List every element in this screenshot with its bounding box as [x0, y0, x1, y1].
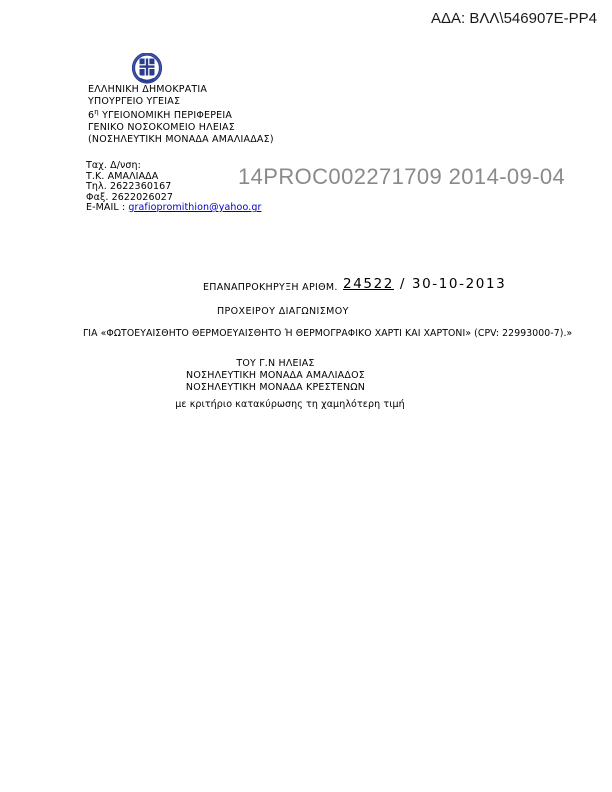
agency-republic: ΕΛΛΗΝΙΚΗ ΔΗΜΟΚΡΑΤΙΑ	[88, 84, 208, 95]
tender-heading-label: ΕΠΑΝΑΠΡΟΚΗΡΥΞΗ ΑΡΙΘΜ.	[203, 282, 338, 293]
contact-postal: Τ.Κ. ΑΜΑΛΙΑΔΑ	[86, 170, 159, 182]
tender-number-date	[343, 276, 506, 292]
contact-address-label: Ταχ. Δ/νση:	[86, 160, 141, 171]
agency-header	[88, 84, 274, 146]
email-label: E-MAIL :	[86, 202, 129, 213]
tender-unit2: ΝΟΣΗΛΕΥΤΙΚΗ ΜΟΝΑΔΑ ΚΡΕΣΤΕΝΩΝ	[185, 382, 366, 393]
contact-info	[86, 161, 261, 214]
agency-unit: (ΝΟΣΗΛΕΥΤΙΚΗ ΜΟΝΑΔΑ ΑΜΑΛΙΑΔΑΣ)	[88, 133, 274, 145]
tender-number: 24522	[343, 276, 394, 292]
agency-ministry: ΥΠΟΥΡΓΕΙΟ ΥΓΕΙΑΣ	[88, 95, 181, 107]
procurement-watermark: 14PROC002271709 2014-09-04	[238, 164, 566, 189]
contact-phone: Τηλ. 2622360167	[86, 181, 172, 192]
contact-fax: Φαξ. 2622026027	[86, 191, 174, 203]
ada-code: ΑΔΑ: ΒΛΛ\546907Ε-ΡΡ4	[431, 10, 597, 27]
tender-org: ΤΟΥ Γ.Ν ΗΛΕΙΑΣ	[236, 358, 315, 369]
tender-subject: ΓΙΑ «ΦΩΤΟΕΥΑΙΣΘΗΤΟ ΘΕΡΜΟΕΥΑΙΣΘΗΤΟ Ή ΘΕΡΜΟΓΡΑΦΙΚΟ ΧΑΡΤΙ ΚΑΙ ΧΑΡΤΟΝΙ» (CPV: 22993000-7).»	[83, 328, 573, 339]
agency-hospital: ΓΕΝΙΚΟ ΝΟΣΟΚΟΜΕΙΟ ΗΛΕΙΑΣ	[88, 122, 235, 134]
tender-org-block	[110, 358, 441, 394]
tender-criterion: με κριτήριο κατακύρωσης τη χαμηλότερη τιμή	[175, 399, 405, 410]
tender-date: / 30-10-2013	[393, 276, 507, 292]
contact-email-row	[86, 203, 261, 214]
email-link[interactable]: grafiopromithion@yahoo.gr	[128, 202, 262, 213]
greek-coat-of-arms-icon	[131, 53, 163, 85]
agency-region: $6^\eta$ ΥΓΕΙΟΝΟΜΙΚΗ ΠΕΡΙΦΕΡΕΙΑ	[88, 108, 233, 122]
tender-unit1: ΝΟΣΗΛΕΥΤΙΚΗ ΜΟΝΑΔΑ ΑΜΑΛΙΑΔΟΣ	[186, 370, 365, 381]
tender-type: ΠΡΟΧΕΙΡΟΥ ΔΙΑΓΩΝΙΣΜΟΥ	[217, 306, 349, 317]
